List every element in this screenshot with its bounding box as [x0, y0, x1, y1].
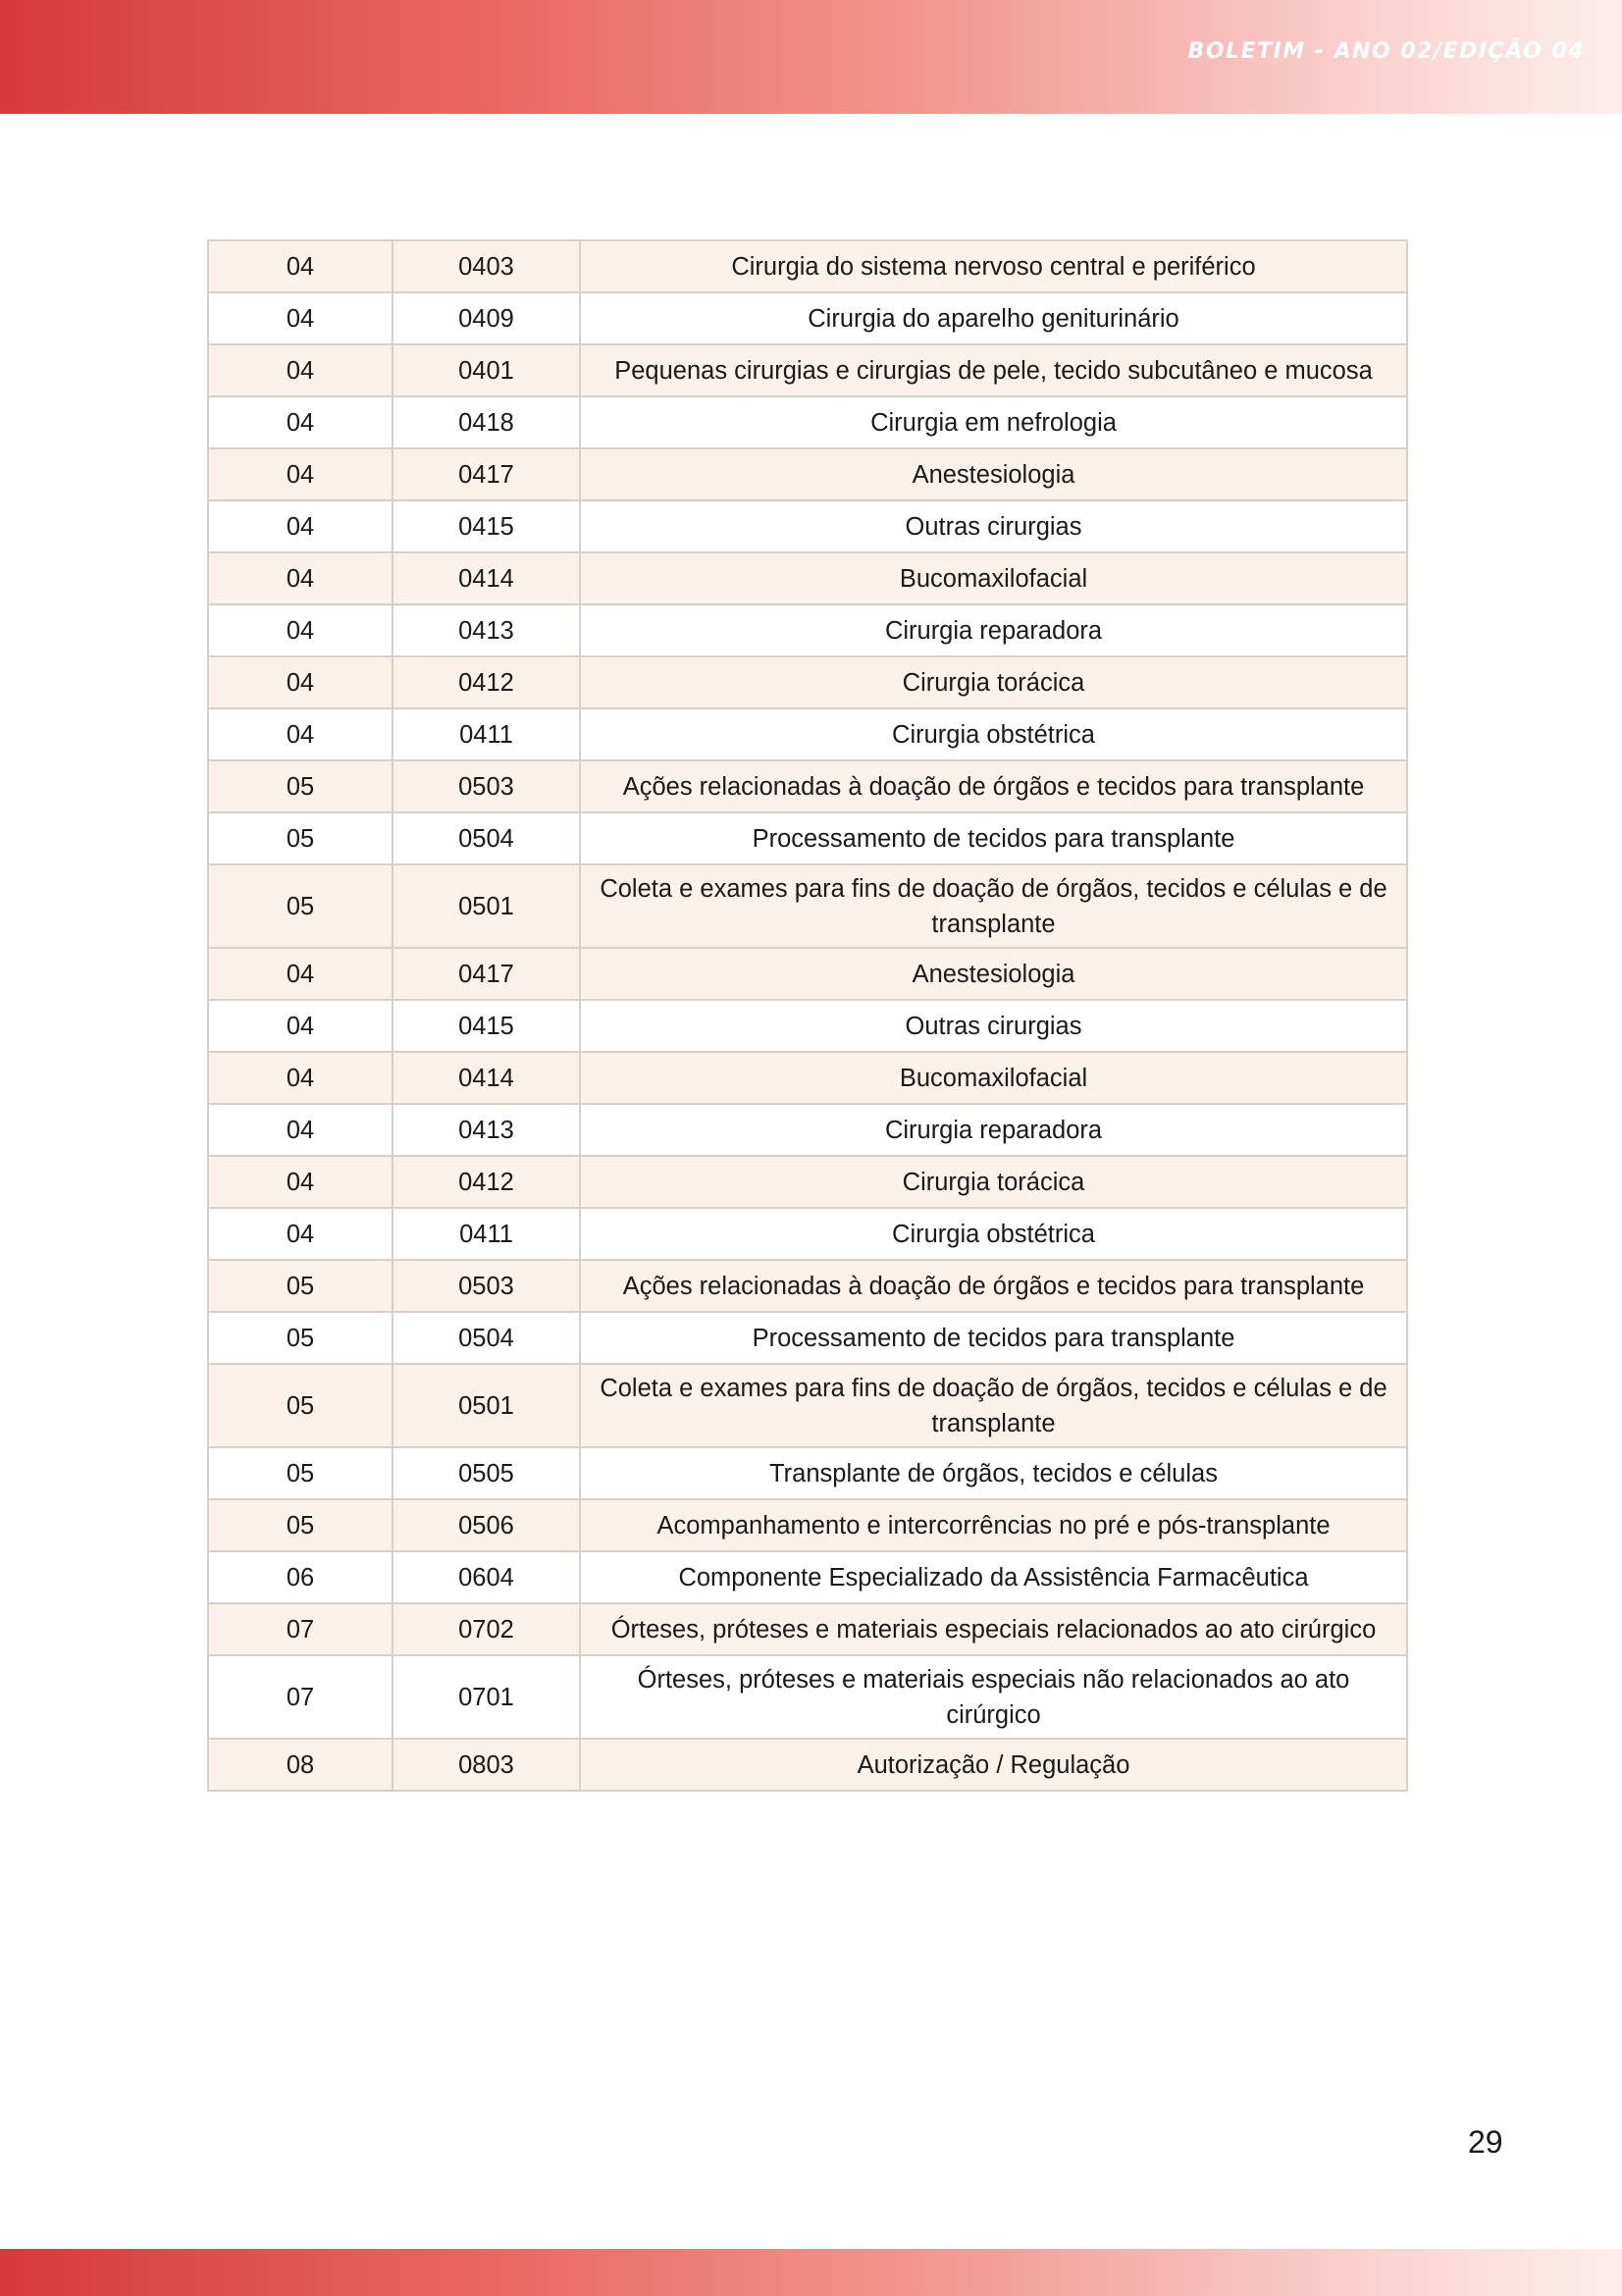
group-code-cell: 05	[208, 1312, 392, 1364]
table-row	[208, 396, 1407, 448]
group-code-cell: 08	[208, 1739, 392, 1791]
table-row	[208, 812, 1407, 864]
subgroup-code-cell: 0411	[392, 1208, 580, 1260]
subgroup-code-cell: 0415	[392, 500, 580, 552]
subgroup-code-cell: 0415	[392, 1000, 580, 1052]
table-row	[208, 1447, 1407, 1499]
table-row	[208, 1052, 1407, 1104]
group-code-cell: 05	[208, 1499, 392, 1551]
description-cell: Órteses, próteses e materiais especiais relacionados ao ato cirúrgico	[580, 1603, 1407, 1655]
description-cell: Componente Especializado da Assistência Farmacêutica	[580, 1551, 1407, 1603]
subgroup-code-cell: 0604	[392, 1551, 580, 1603]
subgroup-code-cell: 0506	[392, 1499, 580, 1551]
table-row	[208, 864, 1407, 948]
table-row	[208, 1260, 1407, 1312]
subgroup-code-cell: 0417	[392, 948, 580, 1000]
table-row	[208, 344, 1407, 396]
group-code-cell: 04	[208, 240, 392, 292]
table-row	[208, 1655, 1407, 1739]
subgroup-code-cell: 0403	[392, 240, 580, 292]
description-cell: Cirurgia reparadora	[580, 604, 1407, 656]
table-row	[208, 240, 1407, 292]
group-code-cell: 05	[208, 760, 392, 812]
table-row	[208, 1551, 1407, 1603]
subgroup-code-cell: 0411	[392, 708, 580, 760]
group-code-cell: 04	[208, 1000, 392, 1052]
table-row	[208, 500, 1407, 552]
description-cell: Anestesiologia	[580, 448, 1407, 500]
subgroup-code-cell: 0414	[392, 552, 580, 604]
table-row	[208, 948, 1407, 1000]
group-code-cell: 06	[208, 1551, 392, 1603]
group-code-cell: 05	[208, 1260, 392, 1312]
group-code-cell: 05	[208, 812, 392, 864]
table-row	[208, 708, 1407, 760]
group-code-cell: 04	[208, 292, 392, 344]
group-code-cell: 04	[208, 1052, 392, 1104]
group-code-cell: 05	[208, 1447, 392, 1499]
description-cell: Outras cirurgias	[580, 1000, 1407, 1052]
group-code-cell: 04	[208, 604, 392, 656]
table-row	[208, 1739, 1407, 1791]
table-row	[208, 1603, 1407, 1655]
table-row	[208, 1364, 1407, 1447]
description-cell: Autorização / Regulação	[580, 1739, 1407, 1791]
description-cell: Cirurgia obstétrica	[580, 1208, 1407, 1260]
description-cell: Outras cirurgias	[580, 500, 1407, 552]
group-code-cell: 04	[208, 552, 392, 604]
subgroup-code-cell: 0505	[392, 1447, 580, 1499]
subgroup-code-cell: 0401	[392, 344, 580, 396]
group-code-cell: 05	[208, 1364, 392, 1447]
description-cell: Cirurgia em nefrologia	[580, 396, 1407, 448]
subgroup-code-cell: 0413	[392, 1104, 580, 1156]
group-code-cell: 04	[208, 500, 392, 552]
subgroup-code-cell: 0501	[392, 864, 580, 948]
table-row	[208, 760, 1407, 812]
description-cell: Coleta e exames para fins de doação de órgãos, tecidos e células e de transplante	[580, 1364, 1407, 1447]
group-code-cell: 07	[208, 1603, 392, 1655]
group-code-cell: 04	[208, 656, 392, 708]
description-cell: Cirurgia do aparelho geniturinário	[580, 292, 1407, 344]
subgroup-code-cell: 0417	[392, 448, 580, 500]
subgroup-code-cell: 0418	[392, 396, 580, 448]
procedures-table	[207, 239, 1408, 1792]
table-row	[208, 292, 1407, 344]
header-band	[0, 0, 1622, 114]
group-code-cell: 04	[208, 1208, 392, 1260]
table-row	[208, 1208, 1407, 1260]
table-row	[208, 1104, 1407, 1156]
subgroup-code-cell: 0503	[392, 760, 580, 812]
table-row	[208, 1000, 1407, 1052]
table-row	[208, 656, 1407, 708]
subgroup-code-cell: 0504	[392, 1312, 580, 1364]
group-code-cell: 04	[208, 1156, 392, 1208]
description-cell: Cirurgia torácica	[580, 656, 1407, 708]
subgroup-code-cell: 0409	[392, 292, 580, 344]
description-cell: Ações relacionadas à doação de órgãos e tecidos para transplante	[580, 1260, 1407, 1312]
subgroup-code-cell: 0503	[392, 1260, 580, 1312]
subgroup-code-cell: 0803	[392, 1739, 580, 1791]
group-code-cell: 04	[208, 1104, 392, 1156]
subgroup-code-cell: 0701	[392, 1655, 580, 1739]
description-cell: Bucomaxilofacial	[580, 552, 1407, 604]
group-code-cell: 07	[208, 1655, 392, 1739]
description-cell: Acompanhamento e intercorrências no pré e pós-transplante	[580, 1499, 1407, 1551]
group-code-cell: 04	[208, 948, 392, 1000]
table-row	[208, 552, 1407, 604]
description-cell: Transplante de órgãos, tecidos e células	[580, 1447, 1407, 1499]
description-cell: Bucomaxilofacial	[580, 1052, 1407, 1104]
header-title: BOLETIM - ANO 02/EDIÇÃO 04	[1187, 39, 1585, 64]
subgroup-code-cell: 0414	[392, 1052, 580, 1104]
table-row	[208, 448, 1407, 500]
description-cell: Processamento de tecidos para transplante	[580, 1312, 1407, 1364]
description-cell: Órteses, próteses e materiais especiais não relacionados ao ato cirúrgico	[580, 1655, 1407, 1739]
subgroup-code-cell: 0412	[392, 1156, 580, 1208]
group-code-cell: 04	[208, 344, 392, 396]
subgroup-code-cell: 0412	[392, 656, 580, 708]
procedures-table-container	[207, 239, 1406, 1792]
table-row	[208, 1499, 1407, 1551]
description-cell: Cirurgia obstétrica	[580, 708, 1407, 760]
table-row	[208, 1156, 1407, 1208]
footer-band	[0, 2249, 1622, 2296]
subgroup-code-cell: 0702	[392, 1603, 580, 1655]
subgroup-code-cell: 0501	[392, 1364, 580, 1447]
description-cell: Pequenas cirurgias e cirurgias de pele, tecido subcutâneo e mucosa	[580, 344, 1407, 396]
subgroup-code-cell: 0504	[392, 812, 580, 864]
subgroup-code-cell: 0413	[392, 604, 580, 656]
group-code-cell: 04	[208, 708, 392, 760]
group-code-cell: 04	[208, 448, 392, 500]
description-cell: Cirurgia reparadora	[580, 1104, 1407, 1156]
table-row	[208, 604, 1407, 656]
description-cell: Processamento de tecidos para transplante	[580, 812, 1407, 864]
group-code-cell: 04	[208, 396, 392, 448]
group-code-cell: 05	[208, 864, 392, 948]
description-cell: Cirurgia torácica	[580, 1156, 1407, 1208]
table-row	[208, 1312, 1407, 1364]
description-cell: Coleta e exames para fins de doação de órgãos, tecidos e células e de transplante	[580, 864, 1407, 948]
description-cell: Ações relacionadas à doação de órgãos e tecidos para transplante	[580, 760, 1407, 812]
description-cell: Anestesiologia	[580, 948, 1407, 1000]
description-cell: Cirurgia do sistema nervoso central e periférico	[580, 240, 1407, 292]
page-number: 29	[1468, 2124, 1503, 2160]
